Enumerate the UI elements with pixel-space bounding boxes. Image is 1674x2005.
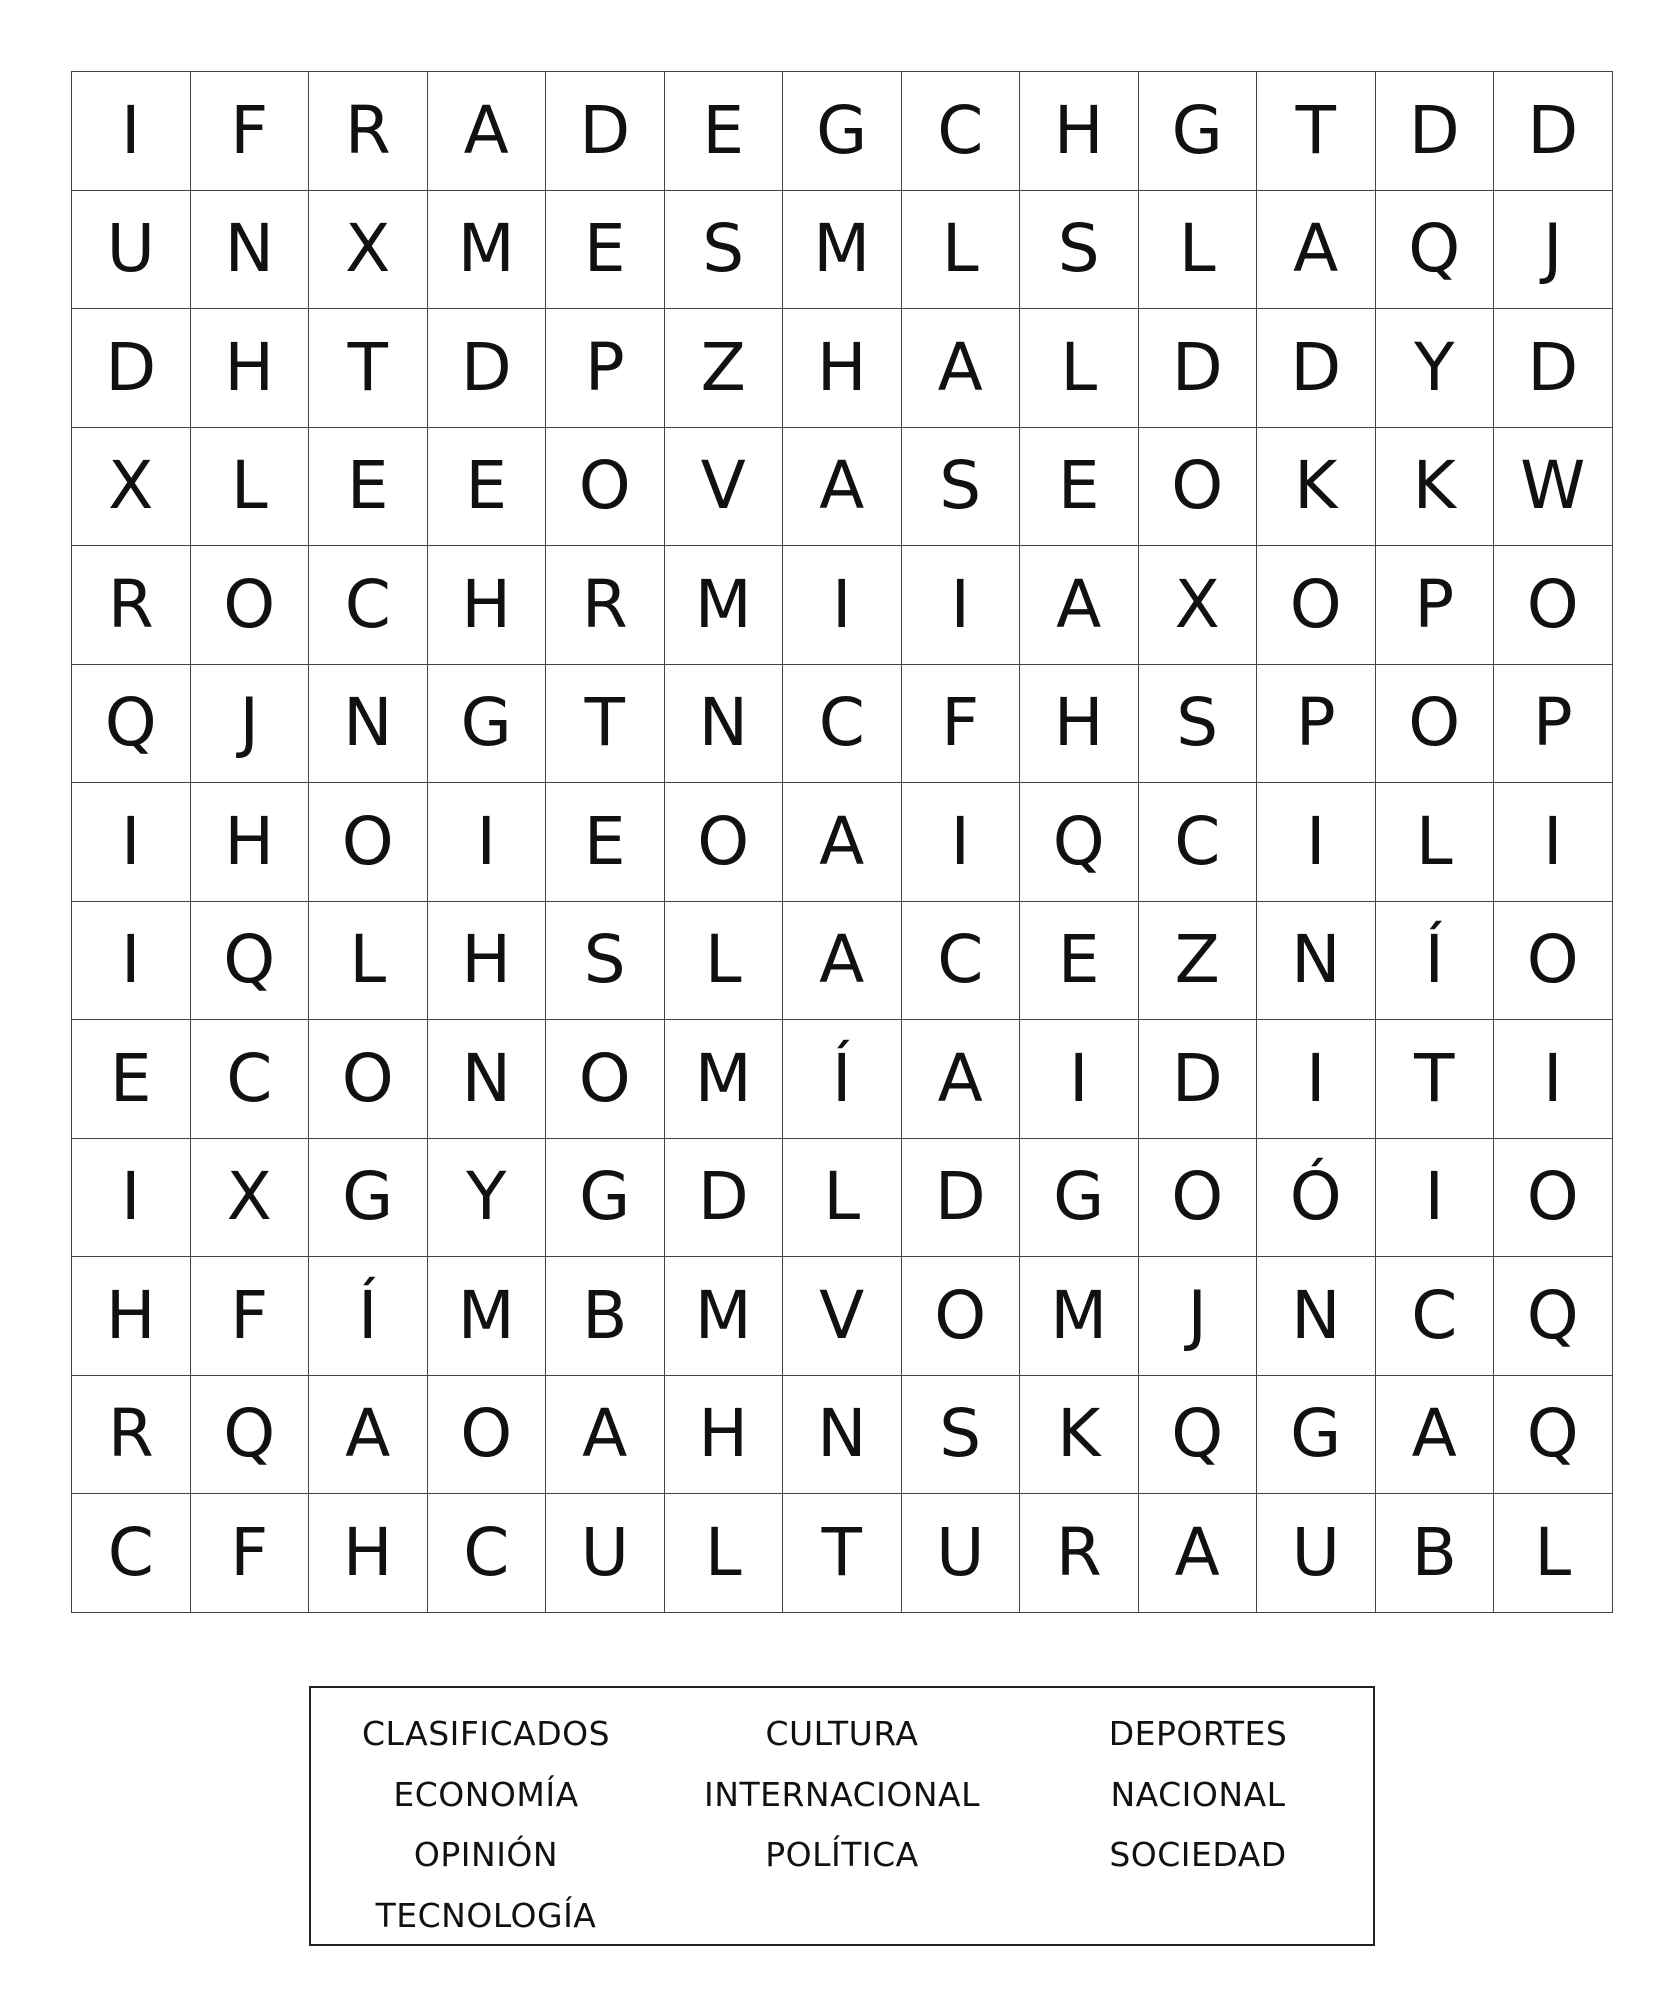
grid-cell[interactable]: S [546, 902, 665, 1021]
grid-cell[interactable]: H [191, 783, 310, 902]
grid-cell[interactable]: P [546, 309, 665, 428]
grid-cell[interactable]: L [1494, 1494, 1613, 1613]
grid-cell[interactable]: F [191, 1257, 310, 1376]
grid-cell[interactable]: G [309, 1139, 428, 1258]
grid-cell[interactable]: D [72, 309, 191, 428]
word-list-box [309, 1686, 1375, 1946]
grid-cell[interactable]: H [783, 309, 902, 428]
grid-cell[interactable]: O [191, 546, 310, 665]
grid-cell[interactable]: I [72, 902, 191, 1021]
grid-cell[interactable]: A [1376, 1376, 1495, 1495]
grid-cell[interactable]: D [1139, 309, 1258, 428]
grid-cell[interactable]: F [191, 72, 310, 191]
grid-cell[interactable]: A [783, 783, 902, 902]
grid-cell[interactable]: A [783, 902, 902, 1021]
grid-cell[interactable]: D [428, 309, 547, 428]
grid-cell[interactable]: E [428, 428, 547, 547]
grid-cell[interactable]: D [1139, 1020, 1258, 1139]
grid-cell[interactable]: K [1376, 428, 1495, 547]
grid-cell[interactable]: N [1257, 902, 1376, 1021]
grid-cell[interactable]: C [1139, 783, 1258, 902]
grid-cell[interactable]: G [783, 72, 902, 191]
grid-cell[interactable]: I [1257, 1020, 1376, 1139]
grid-cell[interactable]: D [546, 72, 665, 191]
grid-cell[interactable]: G [546, 1139, 665, 1258]
grid-cell[interactable]: L [902, 191, 1021, 310]
grid-cell[interactable]: J [191, 665, 310, 784]
grid-cell[interactable]: M [1020, 1257, 1139, 1376]
grid-cell[interactable]: X [191, 1139, 310, 1258]
grid-cell[interactable]: Z [665, 309, 784, 428]
grid-cell[interactable]: G [1257, 1376, 1376, 1495]
grid-cell[interactable]: L [1139, 191, 1258, 310]
grid-cell[interactable]: S [665, 191, 784, 310]
grid-cell[interactable]: M [428, 191, 547, 310]
grid-cell[interactable]: J [1494, 191, 1613, 310]
grid-cell[interactable]: I [428, 783, 547, 902]
grid-cell[interactable]: H [1020, 72, 1139, 191]
grid-cell[interactable]: C [902, 902, 1021, 1021]
grid-cell[interactable]: I [1494, 1020, 1613, 1139]
grid-cell[interactable]: Q [1376, 191, 1495, 310]
grid-cell[interactable]: Y [428, 1139, 547, 1258]
grid-cell[interactable]: H [309, 1494, 428, 1613]
grid-cell[interactable]: O [546, 428, 665, 547]
grid-cell[interactable]: U [546, 1494, 665, 1613]
word-list [308, 1714, 1373, 1956]
grid-cell[interactable]: B [1376, 1494, 1495, 1613]
grid-cell[interactable]: D [1376, 72, 1495, 191]
grid-cell[interactable]: A [1257, 191, 1376, 310]
grid-cell[interactable]: A [1139, 1494, 1258, 1613]
grid-cell[interactable]: O [1376, 665, 1495, 784]
grid-cell[interactable]: C [428, 1494, 547, 1613]
grid-cell[interactable]: O [546, 1020, 665, 1139]
grid-cell[interactable]: L [783, 1139, 902, 1258]
word-list-item: TECNOLOGÍA [375, 1895, 597, 1935]
grid-cell[interactable]: H [1020, 665, 1139, 784]
grid-cell[interactable]: X [309, 191, 428, 310]
grid-cell[interactable]: M [783, 191, 902, 310]
grid-cell[interactable]: Ó [1257, 1139, 1376, 1258]
grid-cell[interactable]: M [428, 1257, 547, 1376]
grid-cell[interactable]: S [1139, 665, 1258, 784]
grid-cell[interactable]: E [1020, 902, 1139, 1021]
grid-cell[interactable]: H [428, 546, 547, 665]
grid-cell[interactable]: F [902, 665, 1021, 784]
grid-cell[interactable]: Í [1376, 902, 1495, 1021]
grid-cell[interactable]: J [1139, 1257, 1258, 1376]
grid-cell[interactable]: G [1139, 72, 1258, 191]
grid-cell[interactable]: D [1257, 309, 1376, 428]
grid-cell[interactable]: R [72, 1376, 191, 1495]
grid-cell[interactable]: I [1257, 783, 1376, 902]
grid-cell[interactable]: I [72, 72, 191, 191]
grid-cell[interactable]: A [309, 1376, 428, 1495]
grid-cell[interactable]: H [191, 309, 310, 428]
grid-cell[interactable]: A [428, 72, 547, 191]
grid-cell[interactable]: A [902, 309, 1021, 428]
grid-cell[interactable]: P [1494, 665, 1613, 784]
grid-cell[interactable]: V [665, 428, 784, 547]
grid-cell[interactable]: O [428, 1376, 547, 1495]
grid-cell[interactable]: S [902, 428, 1021, 547]
grid-cell[interactable]: L [309, 902, 428, 1021]
grid-cell[interactable]: Q [191, 902, 310, 1021]
grid-cell[interactable]: K [1257, 428, 1376, 547]
grid-cell[interactable]: N [783, 1376, 902, 1495]
grid-cell[interactable]: T [1376, 1020, 1495, 1139]
grid-cell[interactable]: G [1020, 1139, 1139, 1258]
grid-cell[interactable]: C [191, 1020, 310, 1139]
grid-cell[interactable]: N [191, 191, 310, 310]
grid-cell[interactable]: N [428, 1020, 547, 1139]
word-list-item: POLÍTICA [765, 1835, 919, 1874]
grid-cell[interactable]: Í [309, 1257, 428, 1376]
grid-cell[interactable]: I [72, 1139, 191, 1258]
grid-cell[interactable]: I [783, 546, 902, 665]
grid-cell[interactable]: L [1020, 309, 1139, 428]
word-list-item: CULTURA [765, 1714, 919, 1753]
grid-cell[interactable]: C [1376, 1257, 1495, 1376]
grid-cell[interactable]: U [902, 1494, 1021, 1613]
grid-cell[interactable]: D [1494, 309, 1613, 428]
grid-cell[interactable]: N [1257, 1257, 1376, 1376]
grid-cell[interactable]: O [665, 783, 784, 902]
grid-cell[interactable]: I [1494, 783, 1613, 902]
grid-cell[interactable]: C [72, 1494, 191, 1613]
word-list-item: NACIONAL [1110, 1774, 1286, 1814]
grid-cell[interactable]: K [1020, 1376, 1139, 1495]
grid-cell[interactable]: H [428, 902, 547, 1021]
grid-cell[interactable]: L [665, 1494, 784, 1613]
grid-cell[interactable]: Y [1376, 309, 1495, 428]
grid-cell[interactable]: E [546, 191, 665, 310]
grid-cell[interactable]: L [191, 428, 310, 547]
grid-cell[interactable]: Q [1494, 1376, 1613, 1495]
grid-cell[interactable]: O [1494, 546, 1613, 665]
grid-cell[interactable]: G [428, 665, 547, 784]
grid-cell[interactable]: S [1020, 191, 1139, 310]
grid-cell[interactable]: O [309, 1020, 428, 1139]
grid-cell[interactable]: A [902, 1020, 1021, 1139]
grid-cell[interactable]: C [783, 665, 902, 784]
grid-cell[interactable]: R [1020, 1494, 1139, 1613]
word-list-item: DEPORTES [1108, 1714, 1288, 1753]
grid-cell[interactable]: I [72, 783, 191, 902]
grid-cell[interactable]: M [665, 1257, 784, 1376]
grid-cell[interactable]: R [72, 546, 191, 665]
grid-cell[interactable]: F [191, 1494, 310, 1613]
grid-cell[interactable]: I [1020, 1020, 1139, 1139]
grid-cell[interactable]: C [309, 546, 428, 665]
grid-cell[interactable]: R [309, 72, 428, 191]
grid-cell[interactable]: P [1257, 665, 1376, 784]
grid-cell[interactable]: I [902, 546, 1021, 665]
grid-cell[interactable]: D [902, 1139, 1021, 1258]
grid-cell[interactable]: U [72, 191, 191, 310]
grid-cell[interactable]: S [902, 1376, 1021, 1495]
grid-cell[interactable]: Í [783, 1020, 902, 1139]
grid-cell[interactable]: E [309, 428, 428, 547]
word-list-item: CLASIFICADOS [361, 1714, 611, 1753]
grid-cell[interactable]: Q [1139, 1376, 1258, 1495]
grid-cell[interactable]: O [1494, 902, 1613, 1021]
grid-cell[interactable]: D [1494, 72, 1613, 191]
grid-cell[interactable]: H [665, 1376, 784, 1495]
grid-cell[interactable]: M [665, 1020, 784, 1139]
grid-cell[interactable]: L [665, 902, 784, 1021]
word-list-item: INTERNACIONAL [704, 1774, 980, 1814]
grid-cell[interactable]: I [902, 783, 1021, 902]
grid-cell[interactable]: A [783, 428, 902, 547]
grid-cell[interactable]: O [1494, 1139, 1613, 1258]
grid-cell[interactable]: H [72, 1257, 191, 1376]
grid-cell[interactable]: T [309, 309, 428, 428]
grid-cell[interactable]: O [309, 783, 428, 902]
grid-cell[interactable]: P [1376, 546, 1495, 665]
grid-cell[interactable]: B [546, 1257, 665, 1376]
grid-cell[interactable]: R [546, 546, 665, 665]
grid-cell[interactable]: V [783, 1257, 902, 1376]
grid-cell[interactable]: E [546, 783, 665, 902]
letter-grid [71, 71, 1613, 1613]
grid-cell[interactable]: X [72, 428, 191, 547]
grid-cell[interactable]: Q [1020, 783, 1139, 902]
grid-cell[interactable]: A [546, 1376, 665, 1495]
grid-cell[interactable]: W [1494, 428, 1613, 547]
grid-cell[interactable]: Q [72, 665, 191, 784]
grid-cell[interactable]: O [1139, 428, 1258, 547]
grid-cell[interactable]: U [1257, 1494, 1376, 1613]
grid-cell[interactable]: T [546, 665, 665, 784]
grid-cell[interactable]: O [1139, 1139, 1258, 1258]
grid-cell[interactable]: D [665, 1139, 784, 1258]
grid-cell[interactable]: E [1020, 428, 1139, 547]
grid-cell[interactable]: C [902, 72, 1021, 191]
grid-cell[interactable]: I [1376, 1139, 1495, 1258]
grid-cell[interactable]: Q [191, 1376, 310, 1495]
grid-cell[interactable]: A [1020, 546, 1139, 665]
grid-cell[interactable]: E [72, 1020, 191, 1139]
grid-cell[interactable]: N [665, 665, 784, 784]
grid-cell[interactable]: T [783, 1494, 902, 1613]
word-list-item: ECONOMÍA [393, 1774, 579, 1814]
word-list-item: OPINIÓN [413, 1835, 559, 1874]
word-list-item: SOCIEDAD [1109, 1835, 1287, 1874]
grid-cell[interactable]: Q [1494, 1257, 1613, 1376]
grid-cell[interactable]: T [1257, 72, 1376, 191]
grid-cell[interactable]: O [1257, 546, 1376, 665]
grid-cell[interactable]: O [902, 1257, 1021, 1376]
grid-cell[interactable]: Z [1139, 902, 1258, 1021]
grid-cell[interactable]: L [1376, 783, 1495, 902]
grid-cell[interactable]: N [309, 665, 428, 784]
grid-cell[interactable]: M [665, 546, 784, 665]
grid-cell[interactable]: E [665, 72, 784, 191]
grid-cell[interactable]: X [1139, 546, 1258, 665]
